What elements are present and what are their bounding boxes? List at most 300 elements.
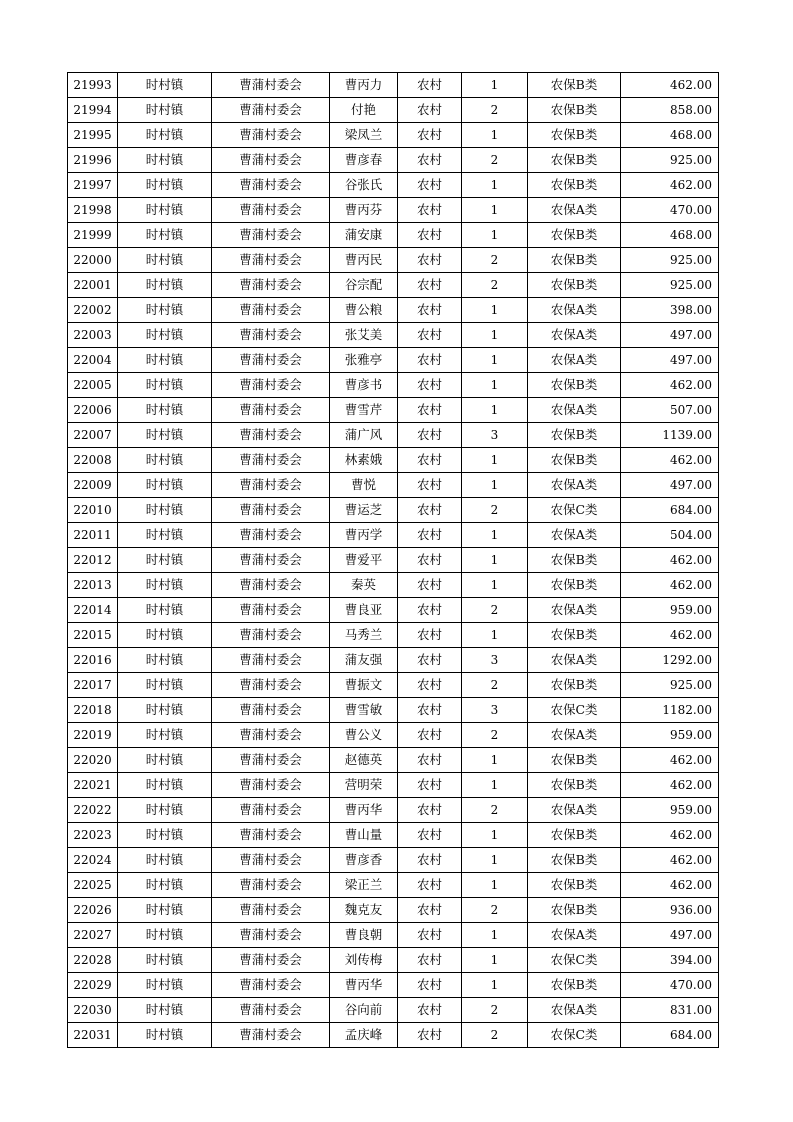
area-type-cell: 农村 <box>398 973 462 998</box>
town-cell: 时村镇 <box>118 673 212 698</box>
household-count-cell: 1 <box>462 448 528 473</box>
amount-cell: 470.00 <box>621 198 719 223</box>
town-cell: 时村镇 <box>118 623 212 648</box>
town-cell: 时村镇 <box>118 798 212 823</box>
area-type-cell: 农村 <box>398 523 462 548</box>
table-row <box>68 648 719 673</box>
table-row <box>68 298 719 323</box>
category-cell: 农保A类 <box>528 473 621 498</box>
amount-cell: 462.00 <box>621 848 719 873</box>
category-cell: 农保A类 <box>528 323 621 348</box>
amount-cell: 497.00 <box>621 923 719 948</box>
village-committee-cell: 曹蒲村委会 <box>212 223 330 248</box>
person-name-cell: 曹丙力 <box>330 73 398 98</box>
table-row <box>68 548 719 573</box>
village-committee-cell: 曹蒲村委会 <box>212 823 330 848</box>
table-row <box>68 248 719 273</box>
village-committee-cell: 曹蒲村委会 <box>212 948 330 973</box>
record-id-cell: 22019 <box>68 723 118 748</box>
household-count-cell: 1 <box>462 548 528 573</box>
category-cell: 农保C类 <box>528 698 621 723</box>
area-type-cell: 农村 <box>398 848 462 873</box>
amount-cell: 497.00 <box>621 473 719 498</box>
amount-cell: 462.00 <box>621 448 719 473</box>
village-committee-cell: 曹蒲村委会 <box>212 123 330 148</box>
category-cell: 农保B类 <box>528 573 621 598</box>
table-row <box>68 498 719 523</box>
area-type-cell: 农村 <box>398 473 462 498</box>
category-cell: 农保B类 <box>528 873 621 898</box>
amount-cell: 936.00 <box>621 898 719 923</box>
household-count-cell: 1 <box>462 973 528 998</box>
record-id-cell: 21997 <box>68 173 118 198</box>
person-name-cell: 马秀兰 <box>330 623 398 648</box>
area-type-cell: 农村 <box>398 498 462 523</box>
area-type-cell: 农村 <box>398 923 462 948</box>
village-committee-cell: 曹蒲村委会 <box>212 373 330 398</box>
town-cell: 时村镇 <box>118 773 212 798</box>
amount-cell: 462.00 <box>621 823 719 848</box>
category-cell: 农保C类 <box>528 498 621 523</box>
amount-cell: 504.00 <box>621 523 719 548</box>
town-cell: 时村镇 <box>118 373 212 398</box>
village-committee-cell: 曹蒲村委会 <box>212 773 330 798</box>
town-cell: 时村镇 <box>118 298 212 323</box>
table-row <box>68 198 719 223</box>
person-name-cell: 曹振文 <box>330 673 398 698</box>
household-count-cell: 1 <box>462 848 528 873</box>
category-cell: 农保C类 <box>528 1023 621 1048</box>
village-committee-cell: 曹蒲村委会 <box>212 448 330 473</box>
area-type-cell: 农村 <box>398 573 462 598</box>
town-cell: 时村镇 <box>118 973 212 998</box>
area-type-cell: 农村 <box>398 673 462 698</box>
record-id-cell: 22023 <box>68 823 118 848</box>
village-committee-cell: 曹蒲村委会 <box>212 73 330 98</box>
area-type-cell: 农村 <box>398 548 462 573</box>
village-committee-cell: 曹蒲村委会 <box>212 798 330 823</box>
person-name-cell: 谷向前 <box>330 998 398 1023</box>
record-id-cell: 22008 <box>68 448 118 473</box>
table-row <box>68 123 719 148</box>
person-name-cell: 曹丙民 <box>330 248 398 273</box>
household-count-cell: 1 <box>462 948 528 973</box>
household-count-cell: 2 <box>462 273 528 298</box>
village-committee-cell: 曹蒲村委会 <box>212 598 330 623</box>
category-cell: 农保B类 <box>528 773 621 798</box>
area-type-cell: 农村 <box>398 198 462 223</box>
record-id-cell: 22030 <box>68 998 118 1023</box>
town-cell: 时村镇 <box>118 523 212 548</box>
category-cell: 农保B类 <box>528 423 621 448</box>
amount-cell: 831.00 <box>621 998 719 1023</box>
person-name-cell: 曹丙芬 <box>330 198 398 223</box>
person-name-cell: 孟庆峰 <box>330 1023 398 1048</box>
category-cell: 农保B类 <box>528 623 621 648</box>
amount-cell: 925.00 <box>621 248 719 273</box>
category-cell: 农保B类 <box>528 73 621 98</box>
category-cell: 农保B类 <box>528 248 621 273</box>
town-cell: 时村镇 <box>118 123 212 148</box>
record-id-cell: 21996 <box>68 148 118 173</box>
town-cell: 时村镇 <box>118 448 212 473</box>
table-row <box>68 448 719 473</box>
amount-cell: 462.00 <box>621 873 719 898</box>
town-cell: 时村镇 <box>118 948 212 973</box>
household-count-cell: 3 <box>462 423 528 448</box>
table-row <box>68 598 719 623</box>
amount-cell: 462.00 <box>621 573 719 598</box>
record-id-cell: 22014 <box>68 598 118 623</box>
table-row <box>68 948 719 973</box>
person-name-cell: 营明荣 <box>330 773 398 798</box>
table-row <box>68 398 719 423</box>
town-cell: 时村镇 <box>118 998 212 1023</box>
category-cell: 农保B类 <box>528 273 621 298</box>
village-committee-cell: 曹蒲村委会 <box>212 248 330 273</box>
area-type-cell: 农村 <box>398 273 462 298</box>
village-committee-cell: 曹蒲村委会 <box>212 173 330 198</box>
household-count-cell: 1 <box>462 73 528 98</box>
table-row <box>68 848 719 873</box>
category-cell: 农保A类 <box>528 598 621 623</box>
area-type-cell: 农村 <box>398 748 462 773</box>
record-id-cell: 22027 <box>68 923 118 948</box>
amount-cell: 684.00 <box>621 1023 719 1048</box>
category-cell: 农保A类 <box>528 723 621 748</box>
area-type-cell: 农村 <box>398 323 462 348</box>
person-name-cell: 林素娥 <box>330 448 398 473</box>
amount-cell: 1292.00 <box>621 648 719 673</box>
household-count-cell: 1 <box>462 323 528 348</box>
category-cell: 农保A类 <box>528 398 621 423</box>
area-type-cell: 农村 <box>398 298 462 323</box>
town-cell: 时村镇 <box>118 573 212 598</box>
category-cell: 农保B类 <box>528 823 621 848</box>
category-cell: 农保B类 <box>528 123 621 148</box>
record-id-cell: 22028 <box>68 948 118 973</box>
category-cell: 农保B类 <box>528 148 621 173</box>
amount-cell: 462.00 <box>621 748 719 773</box>
category-cell: 农保B类 <box>528 548 621 573</box>
village-committee-cell: 曹蒲村委会 <box>212 1023 330 1048</box>
town-cell: 时村镇 <box>118 198 212 223</box>
record-id-cell: 22015 <box>68 623 118 648</box>
amount-cell: 398.00 <box>621 298 719 323</box>
area-type-cell: 农村 <box>398 998 462 1023</box>
household-count-cell: 1 <box>462 823 528 848</box>
town-cell: 时村镇 <box>118 348 212 373</box>
household-count-cell: 1 <box>462 873 528 898</box>
area-type-cell: 农村 <box>398 73 462 98</box>
area-type-cell: 农村 <box>398 823 462 848</box>
record-id-cell: 22013 <box>68 573 118 598</box>
household-count-cell: 1 <box>462 573 528 598</box>
table-row <box>68 273 719 298</box>
table-row <box>68 1023 719 1048</box>
table-row <box>68 473 719 498</box>
household-count-cell: 2 <box>462 148 528 173</box>
household-count-cell: 2 <box>462 1023 528 1048</box>
category-cell: 农保A类 <box>528 298 621 323</box>
household-count-cell: 1 <box>462 348 528 373</box>
household-count-cell: 2 <box>462 723 528 748</box>
person-name-cell: 刘传梅 <box>330 948 398 973</box>
person-name-cell: 曹公义 <box>330 723 398 748</box>
amount-cell: 470.00 <box>621 973 719 998</box>
town-cell: 时村镇 <box>118 873 212 898</box>
area-type-cell: 农村 <box>398 798 462 823</box>
household-count-cell: 2 <box>462 98 528 123</box>
category-cell: 农保B类 <box>528 223 621 248</box>
person-name-cell: 张雅亭 <box>330 348 398 373</box>
amount-cell: 1182.00 <box>621 698 719 723</box>
area-type-cell: 农村 <box>398 773 462 798</box>
amount-cell: 462.00 <box>621 773 719 798</box>
town-cell: 时村镇 <box>118 823 212 848</box>
area-type-cell: 农村 <box>398 723 462 748</box>
table-row <box>68 823 719 848</box>
household-count-cell: 1 <box>462 773 528 798</box>
person-name-cell: 曹良亚 <box>330 598 398 623</box>
record-id-cell: 21994 <box>68 98 118 123</box>
amount-cell: 959.00 <box>621 598 719 623</box>
village-committee-cell: 曹蒲村委会 <box>212 998 330 1023</box>
record-id-cell: 22018 <box>68 698 118 723</box>
amount-cell: 462.00 <box>621 548 719 573</box>
category-cell: 农保A类 <box>528 348 621 373</box>
amount-cell: 462.00 <box>621 623 719 648</box>
table-row <box>68 773 719 798</box>
household-count-cell: 1 <box>462 173 528 198</box>
table-row <box>68 148 719 173</box>
person-name-cell: 赵德英 <box>330 748 398 773</box>
person-name-cell: 蒲广风 <box>330 423 398 448</box>
area-type-cell: 农村 <box>398 148 462 173</box>
village-committee-cell: 曹蒲村委会 <box>212 323 330 348</box>
record-id-cell: 22007 <box>68 423 118 448</box>
table-row <box>68 898 719 923</box>
relief-roster-table <box>67 72 719 1048</box>
record-id-cell: 22001 <box>68 273 118 298</box>
table-row <box>68 873 719 898</box>
category-cell: 农保B类 <box>528 98 621 123</box>
table-row <box>68 323 719 348</box>
household-count-cell: 1 <box>462 123 528 148</box>
household-count-cell: 1 <box>462 398 528 423</box>
amount-cell: 507.00 <box>621 398 719 423</box>
household-count-cell: 1 <box>462 623 528 648</box>
table-row <box>68 73 719 98</box>
area-type-cell: 农村 <box>398 398 462 423</box>
amount-cell: 468.00 <box>621 123 719 148</box>
person-name-cell: 曹雪芹 <box>330 398 398 423</box>
household-count-cell: 1 <box>462 198 528 223</box>
category-cell: 农保A类 <box>528 998 621 1023</box>
area-type-cell: 农村 <box>398 248 462 273</box>
village-committee-cell: 曹蒲村委会 <box>212 423 330 448</box>
town-cell: 时村镇 <box>118 648 212 673</box>
household-count-cell: 1 <box>462 223 528 248</box>
record-id-cell: 22000 <box>68 248 118 273</box>
village-committee-cell: 曹蒲村委会 <box>212 198 330 223</box>
town-cell: 时村镇 <box>118 423 212 448</box>
table-row <box>68 223 719 248</box>
person-name-cell: 曹丙华 <box>330 973 398 998</box>
record-id-cell: 22029 <box>68 973 118 998</box>
record-id-cell: 22005 <box>68 373 118 398</box>
person-name-cell: 曹雪敏 <box>330 698 398 723</box>
household-count-cell: 2 <box>462 248 528 273</box>
household-count-cell: 3 <box>462 698 528 723</box>
area-type-cell: 农村 <box>398 948 462 973</box>
record-id-cell: 21995 <box>68 123 118 148</box>
area-type-cell: 农村 <box>398 173 462 198</box>
record-id-cell: 22004 <box>68 348 118 373</box>
area-type-cell: 农村 <box>398 448 462 473</box>
area-type-cell: 农村 <box>398 698 462 723</box>
town-cell: 时村镇 <box>118 273 212 298</box>
table-row <box>68 373 719 398</box>
village-committee-cell: 曹蒲村委会 <box>212 98 330 123</box>
table-row <box>68 973 719 998</box>
town-cell: 时村镇 <box>118 848 212 873</box>
person-name-cell: 曹丙学 <box>330 523 398 548</box>
household-count-cell: 2 <box>462 998 528 1023</box>
category-cell: 农保B类 <box>528 898 621 923</box>
amount-cell: 497.00 <box>621 323 719 348</box>
record-id-cell: 22026 <box>68 898 118 923</box>
amount-cell: 462.00 <box>621 73 719 98</box>
person-name-cell: 曹山量 <box>330 823 398 848</box>
category-cell: 农保A类 <box>528 523 621 548</box>
person-name-cell: 曹彦书 <box>330 373 398 398</box>
amount-cell: 925.00 <box>621 273 719 298</box>
household-count-cell: 1 <box>462 923 528 948</box>
household-count-cell: 3 <box>462 648 528 673</box>
village-committee-cell: 曹蒲村委会 <box>212 898 330 923</box>
table-row <box>68 923 719 948</box>
record-id-cell: 21993 <box>68 73 118 98</box>
area-type-cell: 农村 <box>398 898 462 923</box>
village-committee-cell: 曹蒲村委会 <box>212 848 330 873</box>
category-cell: 农保C类 <box>528 948 621 973</box>
record-id-cell: 22003 <box>68 323 118 348</box>
table-row <box>68 573 719 598</box>
table-row <box>68 623 719 648</box>
household-count-cell: 1 <box>462 373 528 398</box>
amount-cell: 497.00 <box>621 348 719 373</box>
town-cell: 时村镇 <box>118 98 212 123</box>
amount-cell: 925.00 <box>621 148 719 173</box>
table-row <box>68 673 719 698</box>
person-name-cell: 曹丙华 <box>330 798 398 823</box>
amount-cell: 462.00 <box>621 173 719 198</box>
village-committee-cell: 曹蒲村委会 <box>212 473 330 498</box>
category-cell: 农保A类 <box>528 798 621 823</box>
category-cell: 农保A类 <box>528 198 621 223</box>
category-cell: 农保A类 <box>528 648 621 673</box>
area-type-cell: 农村 <box>398 598 462 623</box>
area-type-cell: 农村 <box>398 423 462 448</box>
village-committee-cell: 曹蒲村委会 <box>212 273 330 298</box>
person-name-cell: 曹彦春 <box>330 148 398 173</box>
village-committee-cell: 曹蒲村委会 <box>212 348 330 373</box>
table-row <box>68 523 719 548</box>
area-type-cell: 农村 <box>398 623 462 648</box>
household-count-cell: 1 <box>462 298 528 323</box>
village-committee-cell: 曹蒲村委会 <box>212 623 330 648</box>
record-id-cell: 22024 <box>68 848 118 873</box>
village-committee-cell: 曹蒲村委会 <box>212 498 330 523</box>
table-row <box>68 998 719 1023</box>
record-id-cell: 22016 <box>68 648 118 673</box>
category-cell: 农保B类 <box>528 373 621 398</box>
person-name-cell: 梁正兰 <box>330 873 398 898</box>
person-name-cell: 蒲友强 <box>330 648 398 673</box>
village-committee-cell: 曹蒲村委会 <box>212 673 330 698</box>
area-type-cell: 农村 <box>398 873 462 898</box>
person-name-cell: 梁凤兰 <box>330 123 398 148</box>
village-committee-cell: 曹蒲村委会 <box>212 398 330 423</box>
town-cell: 时村镇 <box>118 698 212 723</box>
record-id-cell: 21998 <box>68 198 118 223</box>
record-id-cell: 22002 <box>68 298 118 323</box>
village-committee-cell: 曹蒲村委会 <box>212 923 330 948</box>
town-cell: 时村镇 <box>118 748 212 773</box>
amount-cell: 462.00 <box>621 373 719 398</box>
category-cell: 农保A类 <box>528 923 621 948</box>
table-body <box>68 73 719 1048</box>
person-name-cell: 谷张氏 <box>330 173 398 198</box>
table-row <box>68 723 719 748</box>
town-cell: 时村镇 <box>118 498 212 523</box>
amount-cell: 1139.00 <box>621 423 719 448</box>
record-id-cell: 22020 <box>68 748 118 773</box>
household-count-cell: 2 <box>462 798 528 823</box>
amount-cell: 394.00 <box>621 948 719 973</box>
town-cell: 时村镇 <box>118 598 212 623</box>
village-committee-cell: 曹蒲村委会 <box>212 298 330 323</box>
town-cell: 时村镇 <box>118 248 212 273</box>
area-type-cell: 农村 <box>398 1023 462 1048</box>
town-cell: 时村镇 <box>118 548 212 573</box>
household-count-cell: 2 <box>462 898 528 923</box>
record-id-cell: 22012 <box>68 548 118 573</box>
record-id-cell: 22011 <box>68 523 118 548</box>
category-cell: 农保B类 <box>528 748 621 773</box>
village-committee-cell: 曹蒲村委会 <box>212 523 330 548</box>
town-cell: 时村镇 <box>118 898 212 923</box>
village-committee-cell: 曹蒲村委会 <box>212 698 330 723</box>
household-count-cell: 2 <box>462 498 528 523</box>
area-type-cell: 农村 <box>398 223 462 248</box>
amount-cell: 959.00 <box>621 798 719 823</box>
village-committee-cell: 曹蒲村委会 <box>212 973 330 998</box>
table-row <box>68 173 719 198</box>
person-name-cell: 张艾美 <box>330 323 398 348</box>
person-name-cell: 曹公粮 <box>330 298 398 323</box>
category-cell: 农保B类 <box>528 173 621 198</box>
person-name-cell: 付艳 <box>330 98 398 123</box>
table-row <box>68 698 719 723</box>
amount-cell: 684.00 <box>621 498 719 523</box>
village-committee-cell: 曹蒲村委会 <box>212 873 330 898</box>
town-cell: 时村镇 <box>118 173 212 198</box>
town-cell: 时村镇 <box>118 1023 212 1048</box>
area-type-cell: 农村 <box>398 123 462 148</box>
area-type-cell: 农村 <box>398 648 462 673</box>
